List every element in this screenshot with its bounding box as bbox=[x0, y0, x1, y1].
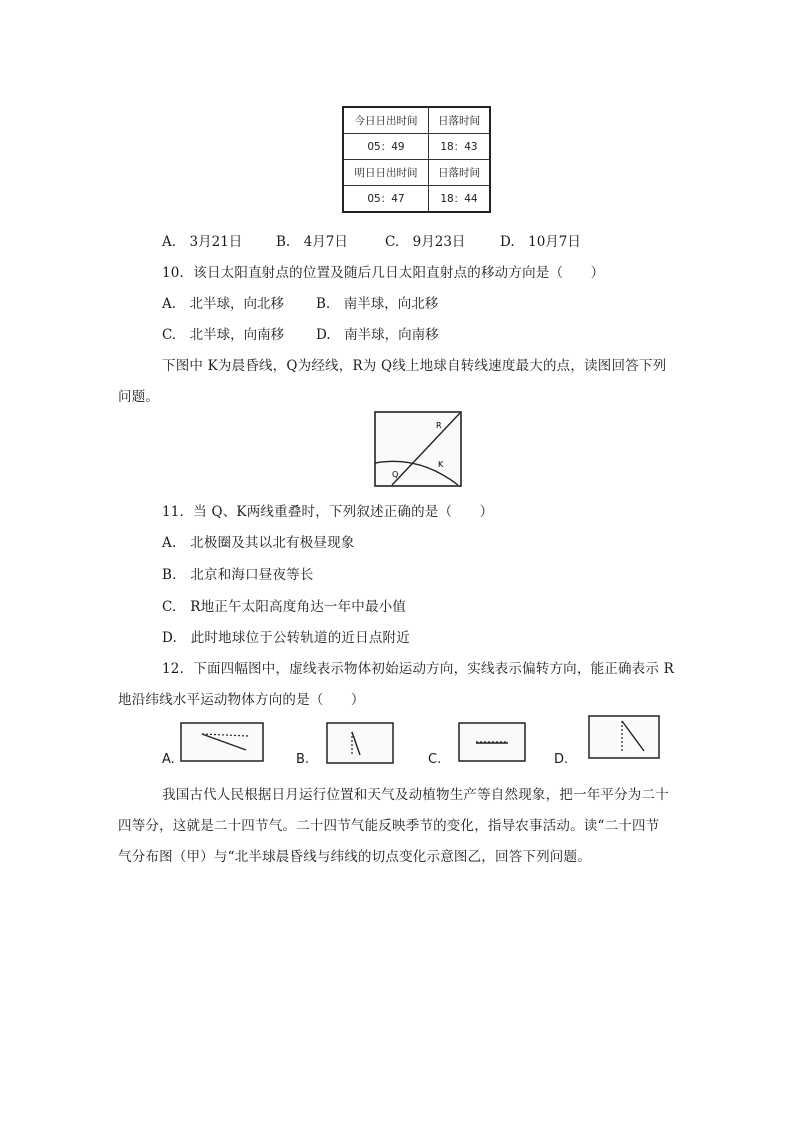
q10-stem: 10．该日太阳直射点的位置及随后几日太阳直射点的移动方向是（ ） bbox=[162, 265, 605, 281]
q12-stem-line1: 12．下面四幅图中，虚线表示物体初始运动方向，实线表示偏转方向，能正确表示 R bbox=[162, 661, 674, 677]
table-cell: 18：44 bbox=[429, 186, 491, 213]
q12-option-d-figure[interactable] bbox=[588, 715, 660, 759]
q12-stem-line2: 地沿纬线水平运动物体方向的是（ ） bbox=[118, 692, 365, 708]
q12-option-c-figure[interactable] bbox=[458, 722, 526, 762]
table-row bbox=[343, 134, 490, 160]
label-q: Q bbox=[392, 470, 399, 479]
q11-option-c[interactable]: C. R地正午太阳高度角达一年中最小值 bbox=[162, 599, 407, 615]
q9-option-b[interactable]: B. 4月7日 bbox=[276, 234, 348, 250]
intro-solar-terms-line2: 四等分，这就是二十四节气。二十四节气能反映季节的变化，指导农事活动。读“二十四节 bbox=[118, 818, 660, 834]
q12-option-b-label[interactable]: B. bbox=[296, 752, 310, 767]
table-cell: 日落时间 bbox=[429, 107, 491, 134]
q11-option-b[interactable]: B. 北京和海口昼夜等长 bbox=[162, 567, 314, 583]
q10-option-a[interactable]: A. 北半球，向北移 bbox=[162, 296, 285, 312]
table-row bbox=[343, 186, 490, 213]
table-row bbox=[343, 160, 490, 186]
q9-option-c[interactable]: C. 9月23日 bbox=[385, 234, 466, 250]
table-row bbox=[343, 107, 490, 134]
label-r: R bbox=[436, 421, 442, 430]
q11-stem: 11．当 Q、K两线重叠时，下列叙述正确的是（ ） bbox=[162, 504, 494, 520]
table-cell: 明日日出时间 bbox=[343, 160, 429, 186]
sunrise-sunset-table bbox=[342, 106, 491, 213]
intro-k-line2: 问题。 bbox=[118, 389, 160, 405]
q11-option-d[interactable]: D. 此时地球位于公转轨道的近日点附近 bbox=[162, 630, 410, 646]
table-cell: 18：43 bbox=[429, 134, 491, 160]
q12-option-a-figure[interactable] bbox=[180, 722, 264, 762]
q9-option-d[interactable]: D. 10月7日 bbox=[500, 234, 581, 250]
intro-solar-terms-line1: 我国古代人民根据日月运行位置和天气及动植物生产等自然现象，把一年平分为二十 bbox=[162, 787, 669, 803]
label-k: K bbox=[438, 460, 444, 469]
q12-option-d-label[interactable]: D. bbox=[554, 752, 569, 767]
table-cell: 今日日出时间 bbox=[343, 107, 429, 134]
q12-option-a-label[interactable]: A. bbox=[162, 752, 175, 767]
table-cell: 05：49 bbox=[343, 134, 429, 160]
qkr-figure bbox=[374, 411, 462, 487]
table-cell: 日落时间 bbox=[429, 160, 491, 186]
q12-option-c-label[interactable]: C. bbox=[428, 752, 442, 767]
q10-option-d[interactable]: D. 南半球，向南移 bbox=[316, 327, 439, 343]
q10-option-b[interactable]: B. 南半球，向北移 bbox=[316, 296, 439, 312]
table-cell: 05：47 bbox=[343, 186, 429, 213]
intro-k-line1: 下图中 K为晨昏线，Q为经线，R为 Q线上地球自转线速度最大的点，读图回答下列 bbox=[162, 358, 667, 374]
q10-option-c[interactable]: C. 北半球，向南移 bbox=[162, 327, 285, 343]
q12-option-b-figure[interactable] bbox=[326, 722, 394, 764]
q11-option-a[interactable]: A. 北极圈及其以北有极昼现象 bbox=[162, 535, 355, 551]
intro-solar-terms-line3: 气分布图（甲）与“北半球晨昏线与纬线的切点变化示意图乙，回答下列问题。 bbox=[118, 849, 591, 865]
q9-option-a[interactable]: A. 3月21日 bbox=[162, 234, 243, 250]
